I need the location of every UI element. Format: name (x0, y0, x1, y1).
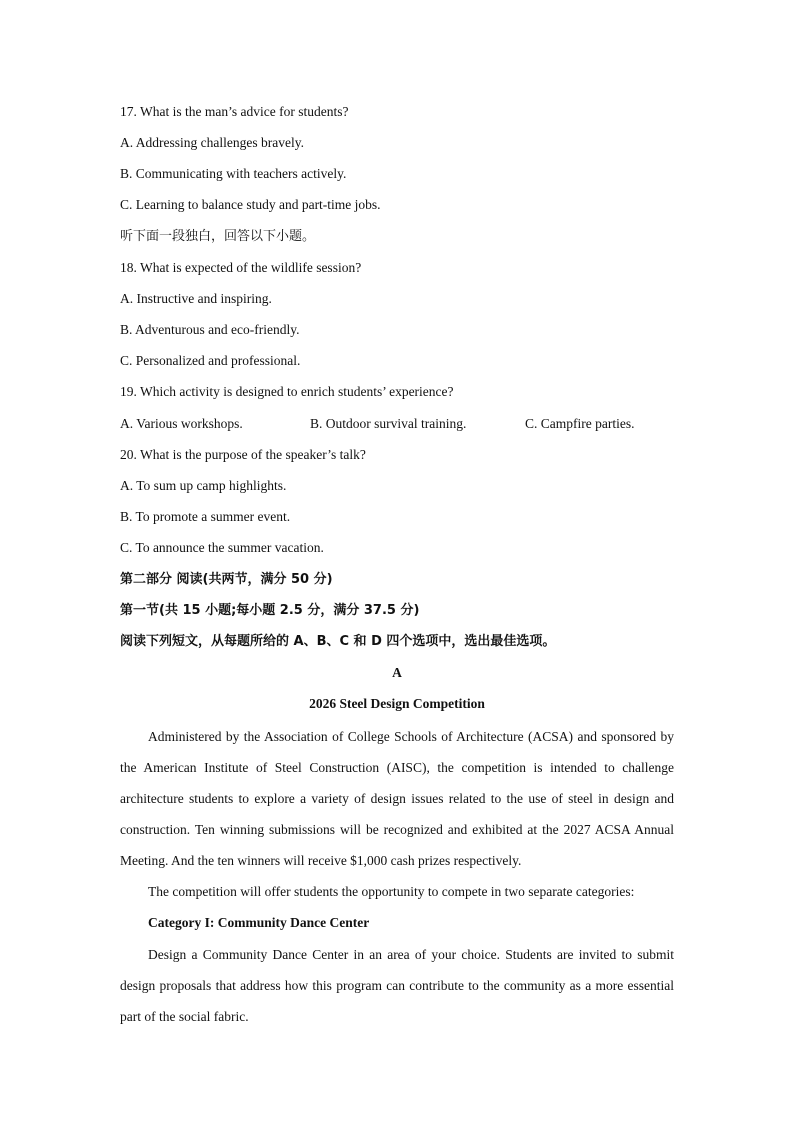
passage-title: 2026 Steel Design Competition (309, 696, 485, 711)
q20-option-a: A. To sum up camp highlights. (120, 478, 287, 493)
passage-paragraph-1: Administered by the Association of College Schools of Architecture (ACSA) and sponsored by the American Institute of Steel Construction (AISC), the competition is intended to challenge architecture students to explore a variety of design issues related to the use of steel in design and construction. Ten winning submissions will be recognized and exhibited at the 2027 ACSA Annual Meeting. And the ten winners will receive $1,000 cash prizes respectively. (120, 729, 674, 868)
q18-option-c: C. Personalized and professional. (120, 353, 301, 368)
reading-instruction: 阅读下列短文，从每题所给的 A、B、C 和 D 四个选项中，选出最佳选项。 (120, 634, 556, 649)
passage-letter: A (392, 665, 402, 680)
q19-option-a: A. Various workshops. (120, 416, 243, 431)
q20-option-c: C. To announce the summer vacation. (120, 540, 324, 555)
question-20: 20. What is the purpose of the speaker’s talk? (120, 447, 366, 462)
q20-option-b: B. To promote a summer event. (120, 509, 291, 524)
monologue-instruction: 听下面一段独白，回答以下小题。 (120, 229, 316, 244)
q18-option-a: A. Instructive and inspiring. (120, 291, 272, 306)
passage-paragraph-2: The competition will offer students the opportunity to compete in two separate categories: (148, 884, 635, 899)
q17-option-a: A. Addressing challenges bravely. (120, 135, 304, 150)
question-17: 17. What is the man’s advice for students? (120, 104, 349, 119)
reading-section-heading: 第一节(共 15 小题;每小题 2.5 分，满分 37.5 分) (120, 603, 420, 618)
question-18: 18. What is expected of the wildlife session? (120, 260, 362, 275)
category-1-heading: Category I: Community Dance Center (148, 915, 370, 930)
q18-option-b: B. Adventurous and eco-friendly. (120, 322, 300, 337)
passage-paragraph-3: Design a Community Dance Center in an area of your choice. Students are invited to submit design proposals that address how this program can contribute to the community as a more essential part of the social fabric. (120, 947, 674, 1024)
reading-part-heading: 第二部分 阅读(共两节，满分 50 分) (120, 572, 333, 587)
q17-option-b: B. Communicating with teachers actively. (120, 166, 347, 181)
question-19: 19. Which activity is designed to enrich students’ experience? (120, 384, 454, 399)
q19-option-c: C. Campfire parties. (525, 416, 635, 431)
q19-option-b: B. Outdoor survival training. (310, 416, 467, 431)
q17-option-c: C. Learning to balance study and part-time jobs. (120, 197, 381, 212)
